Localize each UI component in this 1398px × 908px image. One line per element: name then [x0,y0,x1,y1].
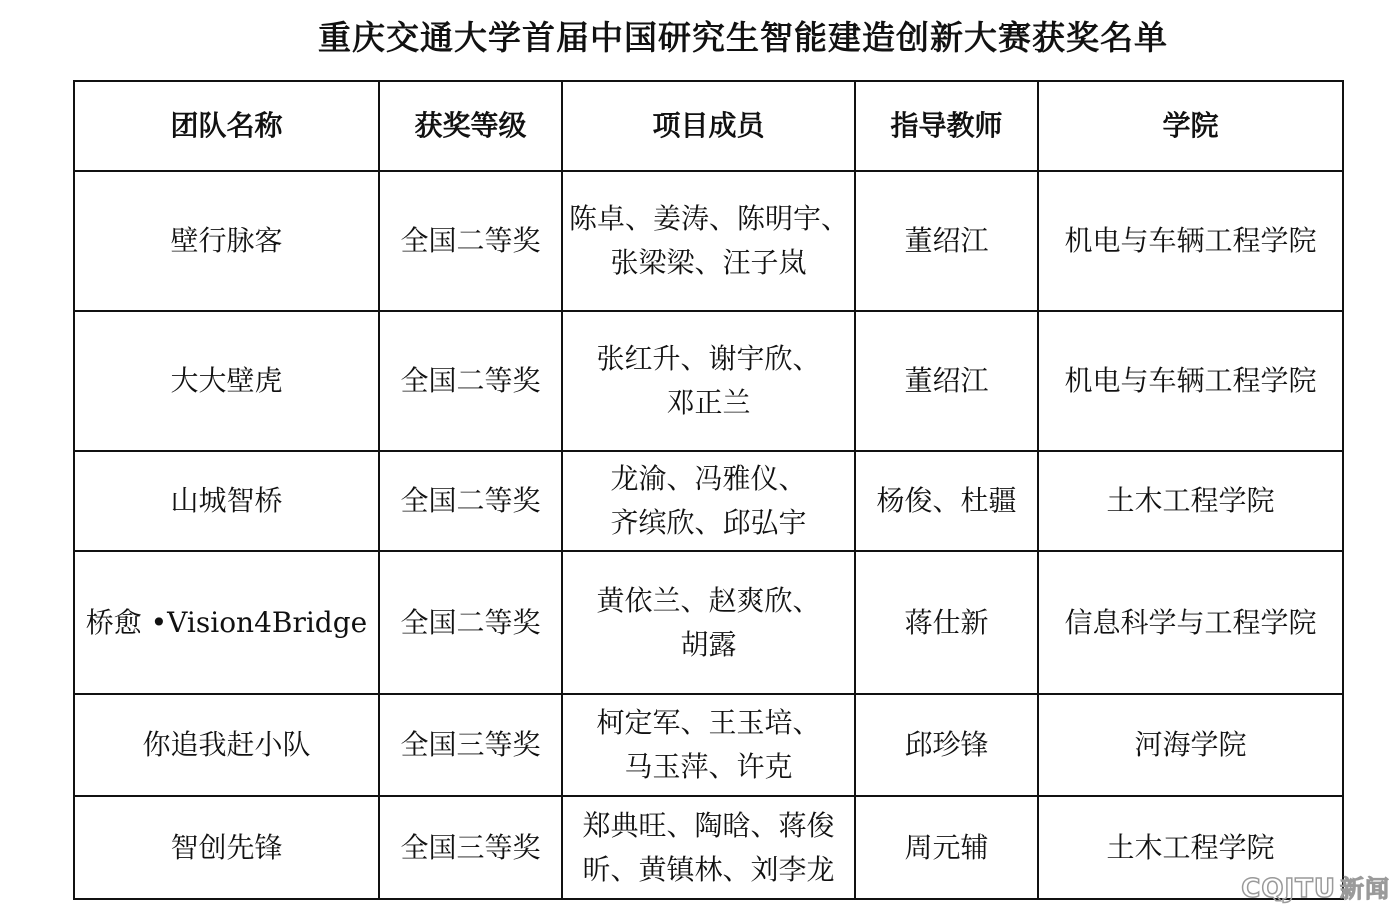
members-cell [562,451,855,551]
header-advisor: 指导教师 [855,81,1038,171]
table-row [74,551,1343,694]
members-line: 郑典旺、陶晗、蒋俊 [582,808,835,842]
members-line: 张红升、谢宇欣、 [596,342,821,375]
award-level-cell: 全国二等奖 [379,171,562,311]
advisor-cell: 邱珍锋 [855,694,1038,796]
members-cell [562,171,855,311]
members-line: 齐缤欣、邱弘宇 [610,506,807,539]
award-level-cell: 全国二等奖 [379,551,562,694]
header-members: 项目成员 [562,81,855,171]
members-line: 胡露 [680,627,737,661]
college-cell: 河海学院 [1038,694,1343,796]
members-cell [562,694,855,796]
team-name-cell: 智创先锋 [74,796,379,899]
members-line: 柯定军、王玉培、 [596,706,821,739]
advisor-cell: 董绍江 [855,311,1038,451]
table-row [74,451,1343,551]
members-line: 昕、黄镇林、刘李龙 [582,852,835,886]
members-line: 马玉萍、许克 [624,750,793,783]
table-header-row [74,81,1343,171]
team-name-cell: 壁行脉客 [74,171,379,311]
members-line: 黄依兰、赵爽欣、 [596,583,821,617]
watermark-logo [1241,869,1390,904]
header-team-name: 团队名称 [74,81,379,171]
members-cell [562,551,855,694]
team-name-cell: 你追我赶小队 [74,694,379,796]
team-name-cell: 桥愈 •Vision4Bridge [74,551,379,694]
award-level-cell: 全国二等奖 [379,451,562,551]
table-row [74,171,1343,311]
team-name-cell: 山城智桥 [74,451,379,551]
page-title: 重庆交通大学首届中国研究生智能建造创新大赛获奖名单 [318,18,1168,57]
award-level-cell: 全国二等奖 [379,311,562,451]
members-cell [562,796,855,899]
table-row [74,796,1343,899]
award-level-cell: 全国三等奖 [379,796,562,899]
members-line: 邓正兰 [666,386,751,419]
advisor-cell: 蒋仕新 [855,551,1038,694]
award-level-cell: 全国三等奖 [379,694,562,796]
watermark-brand: CQJTU [1241,874,1336,904]
college-cell: 土木工程学院 [1038,451,1343,551]
college-cell: 信息科学与工程学院 [1038,551,1343,694]
college-cell: 机电与车辆工程学院 [1038,311,1343,451]
members-cell [562,311,855,451]
table-row [74,311,1343,451]
advisor-cell: 杨俊、杜疆 [855,451,1038,551]
college-cell: 机电与车辆工程学院 [1038,171,1343,311]
team-name-cell: 大大壁虎 [74,311,379,451]
watermark-label: 新闻 [1340,875,1390,903]
college-cell: 土木工程学院 [1038,796,1343,899]
header-college: 学院 [1038,81,1343,171]
members-line: 张梁梁、汪子岚 [610,246,807,279]
members-line: 龙渝、冯雅仪、 [610,462,807,495]
advisor-cell: 周元辅 [855,796,1038,899]
members-line: 陈卓、姜涛、陈明宇、 [569,202,850,235]
awards-table [73,80,1344,900]
advisor-cell: 董绍江 [855,171,1038,311]
header-award-level: 获奖等级 [379,81,562,171]
table-row [74,694,1343,796]
